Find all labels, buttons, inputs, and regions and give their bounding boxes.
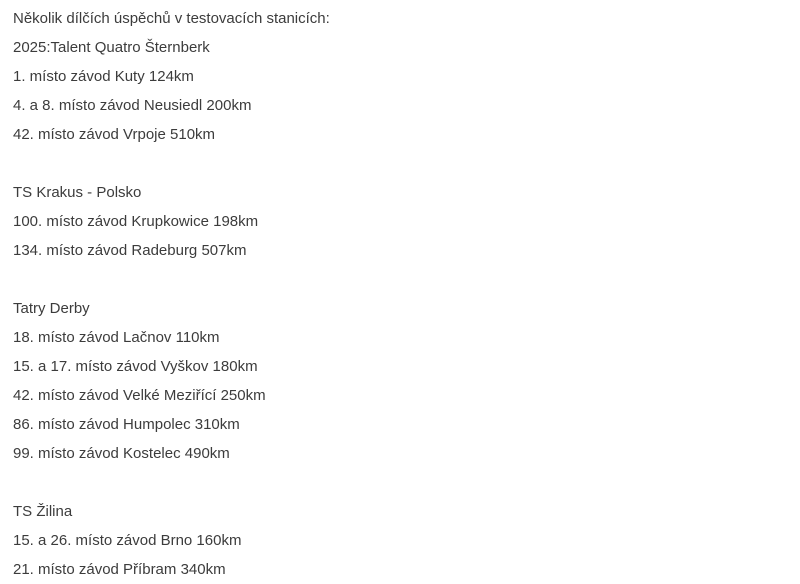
section-title: TS Krakus - Polsko [13,184,142,201]
result-line: 4. a 8. místo závod Neusiedl 200km [13,97,252,114]
section-title: Tatry Derby [13,300,90,317]
result-line: 18. místo závod Lačnov 110km [13,329,220,346]
result-section [13,497,790,584]
result-section [13,294,790,468]
result-line: 1. místo závod Kuty 124km [13,68,194,85]
sections-container [13,33,790,584]
section-title: 2025:Talent Quatro Šternberk [13,39,210,56]
result-line: 134. místo závod Radeburg 507km [13,242,247,259]
result-line: 21. místo závod Příbram 340km [13,561,226,578]
section-title: TS Žilina [13,503,73,520]
result-line: 86. místo závod Humpolec 310km [13,416,240,433]
result-line: 15. a 17. místo závod Vyškov 180km [13,358,258,375]
intro-section [13,4,790,33]
intro-line: Několik dílčích úspěchů v testovacích stanicích: [13,10,330,27]
result-line: 42. místo závod Velké Meziřící 250km [13,387,266,404]
result-line: 100. místo závod Krupkowice 198km [13,213,259,230]
result-line: 15. a 26. místo závod Brno 160km [13,532,242,549]
result-line: 99. místo závod Kostelec 490km [13,445,230,462]
result-section [13,178,790,265]
result-line: 42. místo závod Vrpoje 510km [13,126,216,143]
result-section [13,33,790,149]
